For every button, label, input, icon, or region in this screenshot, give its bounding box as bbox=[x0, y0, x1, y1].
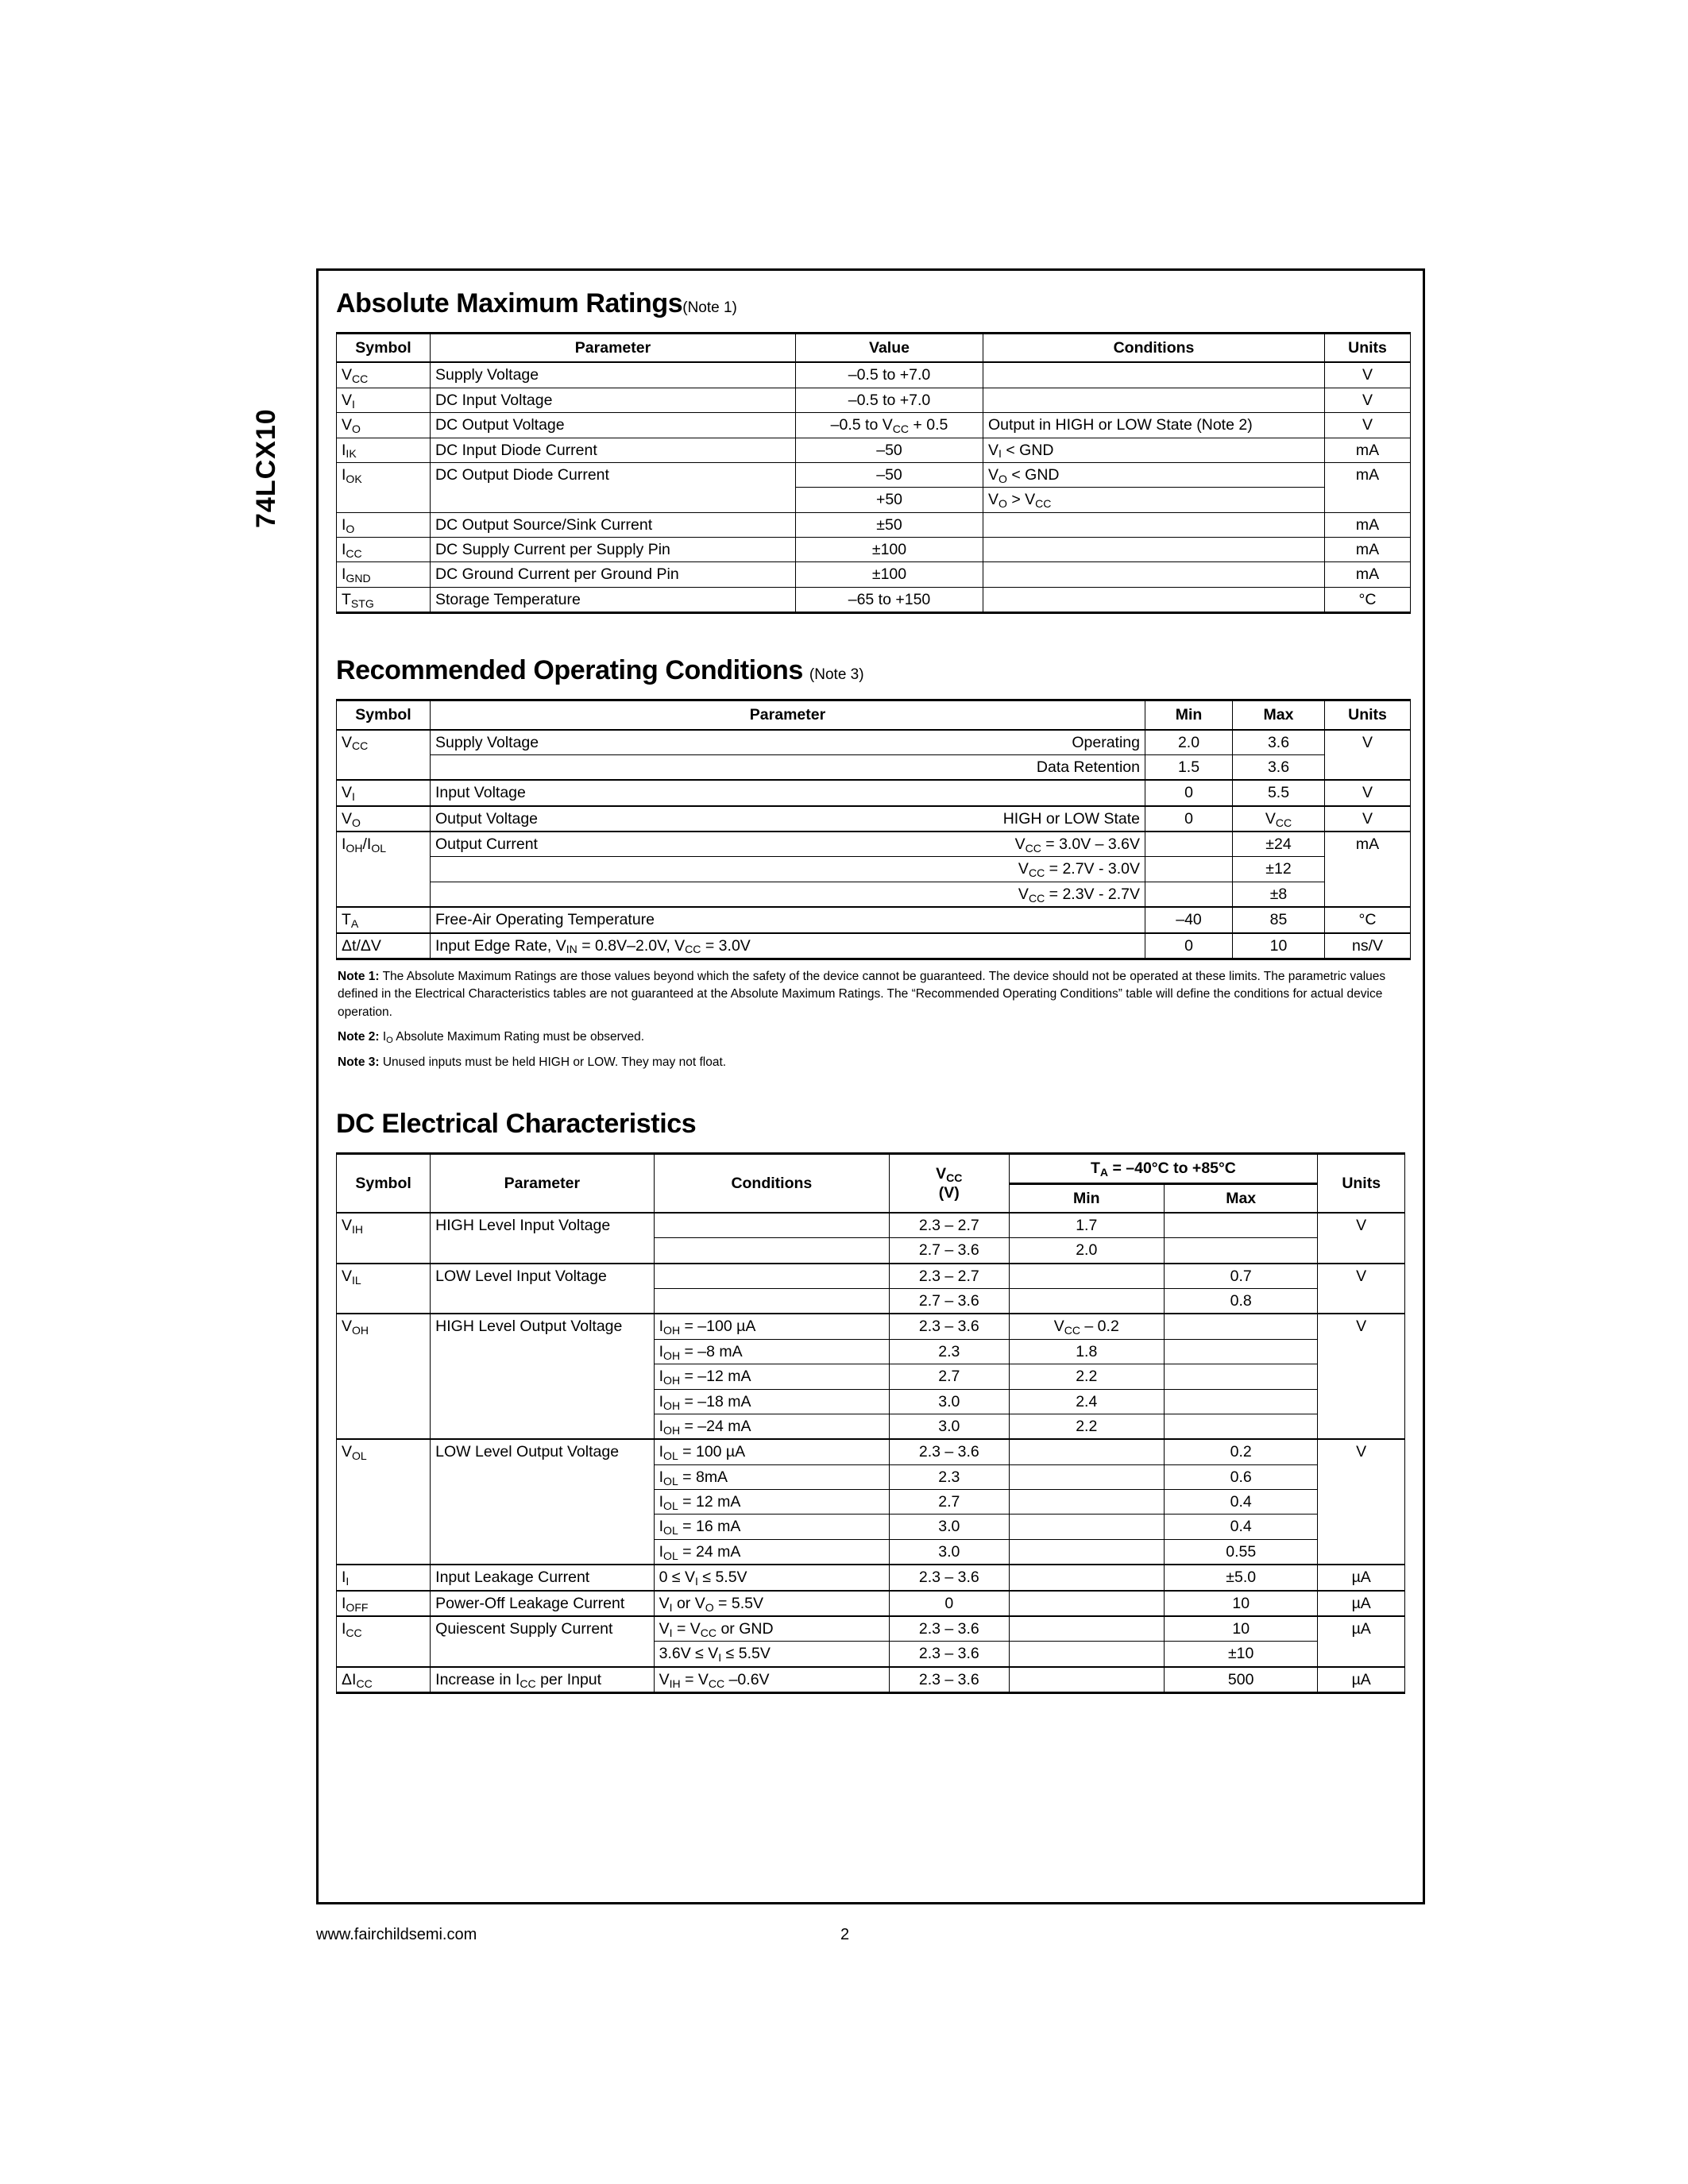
cell-conditions: $I_{OL} = 12$ mA bbox=[654, 1490, 890, 1515]
cell-units: °C bbox=[1325, 907, 1411, 932]
cell-value: ±50 bbox=[796, 512, 983, 537]
table-row bbox=[337, 562, 1411, 587]
cell-symbol: $I_{GND}$ bbox=[337, 562, 431, 587]
cell-vcc: 0 bbox=[890, 1591, 1009, 1616]
cell-min: 0 bbox=[1145, 780, 1233, 805]
cell-max bbox=[1165, 1389, 1318, 1414]
cell-value: ±100 bbox=[796, 562, 983, 587]
cell-min bbox=[1009, 1289, 1165, 1314]
cell-min: 2.2 bbox=[1009, 1364, 1165, 1389]
cell-max: 500 bbox=[1165, 1667, 1318, 1693]
footer-url: www.fairchildsemi.com bbox=[316, 1926, 477, 1943]
cell-value: –0.5 to +7.0 bbox=[796, 388, 983, 412]
cell-units: µA bbox=[1318, 1591, 1405, 1616]
cell-max: ±12 bbox=[1233, 857, 1325, 882]
cell-units: V bbox=[1318, 1314, 1405, 1439]
cell-parameter: LOW Level Input Voltage bbox=[431, 1264, 654, 1314]
cell-conditions: $I_{OL} = 8mA$ bbox=[654, 1464, 890, 1489]
cell-conditions: Output in HIGH or LOW State (Note 2) bbox=[983, 413, 1325, 438]
table-row bbox=[337, 1213, 1405, 1238]
vcc-label: $V_{CC}$ bbox=[936, 1164, 963, 1184]
cell-max: 0.6 bbox=[1165, 1464, 1318, 1489]
cell-symbol: $V_{OL}$ bbox=[337, 1439, 431, 1565]
cell-min: 2.4 bbox=[1009, 1389, 1165, 1414]
cell-units: µA bbox=[1318, 1667, 1405, 1693]
cell-max: 85 bbox=[1233, 907, 1325, 932]
cell-parameter: DC Output Source/Sink Current bbox=[431, 512, 796, 537]
cell-max: 3.6 bbox=[1233, 754, 1325, 780]
cell-parameter: DC Ground Current per Ground Pin bbox=[431, 562, 796, 587]
note-label: Note 3: bbox=[338, 1055, 380, 1069]
cell-vcc: 2.3 – 2.7 bbox=[890, 1213, 1009, 1238]
cell-min: –40 bbox=[1145, 907, 1233, 932]
cell-value: –50 bbox=[796, 462, 983, 487]
cell-vcc: 2.7 bbox=[890, 1364, 1009, 1389]
note-paragraph bbox=[338, 1028, 1404, 1046]
cell-min bbox=[1009, 1565, 1165, 1590]
cell-min bbox=[1009, 1667, 1165, 1693]
cell-symbol: $I_I$ bbox=[337, 1565, 431, 1590]
table-row bbox=[337, 1565, 1405, 1590]
content-frame bbox=[316, 268, 1425, 1904]
cell-symbol: $V_{CC}$ bbox=[337, 730, 431, 781]
table-row bbox=[337, 882, 1411, 907]
cell-value: –65 to +150 bbox=[796, 587, 983, 612]
cell-vcc: 2.3 – 2.7 bbox=[890, 1264, 1009, 1289]
cell-value: ±100 bbox=[796, 538, 983, 562]
table-row bbox=[337, 362, 1411, 388]
cell-units: V bbox=[1318, 1439, 1405, 1565]
cell-symbol: $I_{IK}$ bbox=[337, 438, 431, 462]
col-units: Units bbox=[1318, 1154, 1405, 1213]
col-conditions: Conditions bbox=[983, 334, 1325, 363]
cell-conditions: $I_{OH} = -100$ µA bbox=[654, 1314, 890, 1339]
cell-max: 0.4 bbox=[1165, 1490, 1318, 1515]
cell-parameter: DC Output Diode Current bbox=[431, 462, 796, 512]
cell-symbol: $I_O$ bbox=[337, 512, 431, 537]
note-text: $I_O$ Absolute Maximum Rating must be observed. bbox=[382, 1030, 645, 1046]
cell-symbol: $I_{OFF}$ bbox=[337, 1591, 431, 1616]
footer-page-number: 2 bbox=[840, 1926, 850, 1943]
cell-conditions: $V_I$ or $V_O = 5.5V$ bbox=[654, 1591, 890, 1616]
table-row bbox=[337, 754, 1411, 780]
col-vcc bbox=[890, 1154, 1009, 1213]
cell-min: 1.8 bbox=[1009, 1339, 1165, 1364]
cell-conditions: $I_{OH} = -8$ mA bbox=[654, 1339, 890, 1364]
notes-block bbox=[336, 960, 1405, 1083]
cell-conditions bbox=[983, 538, 1325, 562]
cell-units: mA bbox=[1325, 512, 1411, 537]
col-symbol: Symbol bbox=[337, 700, 431, 730]
cell-min bbox=[1145, 857, 1233, 882]
cell-vcc: 2.3 – 3.6 bbox=[890, 1439, 1009, 1464]
cell-value: +50 bbox=[796, 488, 983, 512]
table-row bbox=[337, 462, 1411, 487]
cell-max: 0.2 bbox=[1165, 1439, 1318, 1464]
cell-max: 5.5 bbox=[1233, 780, 1325, 805]
cell-parameter: LOW Level Output Voltage bbox=[431, 1439, 654, 1565]
cell-units: µA bbox=[1318, 1616, 1405, 1667]
cell-max: ±5.0 bbox=[1165, 1565, 1318, 1590]
cell-value: –50 bbox=[796, 438, 983, 462]
cell-parameter: Input Voltage bbox=[431, 780, 1145, 805]
roc-title-text: Recommended Operating Conditions bbox=[336, 655, 803, 686]
abs-max-section-title bbox=[336, 271, 1405, 332]
cell-max: 0.7 bbox=[1165, 1264, 1318, 1289]
table-row bbox=[337, 413, 1411, 438]
roc-section-title bbox=[336, 638, 1405, 699]
note-text: Unused inputs must be held HIGH or LOW. They may not float. bbox=[382, 1055, 727, 1069]
table-row bbox=[337, 438, 1411, 462]
cell-units: V bbox=[1325, 362, 1411, 388]
cell-vcc: 3.0 bbox=[890, 1539, 1009, 1565]
note-text: The Absolute Maximum Ratings are those values beyond which the safety of the device cannot be guaranteed. The device should not be operated at these limits. The parametric values defined in the Electrical Characteristics tables are not guaranteed at the Absolute Maximum Ratings. The “Recommended Operating Conditions” table will define the conditions for actual device operation. bbox=[338, 969, 1386, 1019]
cell-parameter: DC Supply Current per Supply Pin bbox=[431, 538, 796, 562]
cell-conditions bbox=[983, 362, 1325, 388]
cell-symbol: $V_{OH}$ bbox=[337, 1314, 431, 1439]
cell-units: V bbox=[1325, 730, 1411, 781]
cell-max: ±24 bbox=[1233, 832, 1325, 857]
recommended-operating-conditions-table bbox=[336, 699, 1411, 960]
cell-symbol: $V_I$ bbox=[337, 388, 431, 412]
cell-max: 10 bbox=[1165, 1591, 1318, 1616]
table-row bbox=[337, 933, 1411, 959]
cell-value: –0.5 to +7.0 bbox=[796, 362, 983, 388]
cell-min bbox=[1145, 832, 1233, 857]
dc-electrical-characteristics-table bbox=[336, 1152, 1405, 1694]
cell-value: –0.5 to $V_{CC} + 0.5$ bbox=[796, 413, 983, 438]
cell-vcc: 2.3 – 3.6 bbox=[890, 1642, 1009, 1667]
table-row bbox=[337, 780, 1411, 805]
cell-conditions: $I_{OL} = 16$ mA bbox=[654, 1515, 890, 1539]
cell-max: 0.4 bbox=[1165, 1515, 1318, 1539]
cell-parameter: Increase in $I_{CC}$ per Input bbox=[431, 1667, 654, 1693]
col-min: Min bbox=[1009, 1183, 1165, 1213]
cell-parameter: DC Output Voltage bbox=[431, 413, 796, 438]
cell-max: 10 bbox=[1165, 1616, 1318, 1642]
cell-units: °C bbox=[1325, 587, 1411, 612]
cell-conditions: $V_I = V_{CC}$ or GND bbox=[654, 1616, 890, 1642]
cell-conditions bbox=[983, 587, 1325, 612]
note-paragraph bbox=[338, 1054, 1404, 1071]
cell-max: ±8 bbox=[1233, 882, 1325, 907]
cell-parameter: Supply Voltage Operating bbox=[431, 730, 1145, 755]
cell-vcc: 2.3 – 3.6 bbox=[890, 1616, 1009, 1642]
table-row bbox=[337, 587, 1411, 612]
cell-symbol: $V_{CC}$ bbox=[337, 362, 431, 388]
cell-symbol: $V_{IH}$ bbox=[337, 1213, 431, 1264]
cell-min: 1.7 bbox=[1009, 1213, 1165, 1238]
cell-parameter: DC Input Diode Current bbox=[431, 438, 796, 462]
table-row bbox=[337, 538, 1411, 562]
cell-parameter: Supply Voltage bbox=[431, 362, 796, 388]
col-parameter: Parameter bbox=[431, 334, 796, 363]
cell-symbol: Δt/ΔV bbox=[337, 933, 431, 959]
cell-conditions bbox=[654, 1238, 890, 1264]
cell-min bbox=[1009, 1515, 1165, 1539]
note-paragraph bbox=[338, 968, 1404, 1021]
cell-min bbox=[1009, 1539, 1165, 1565]
cell-min: 2.0 bbox=[1145, 730, 1233, 755]
cell-parameter: HIGH Level Output Voltage bbox=[431, 1314, 654, 1439]
cell-units: V bbox=[1318, 1264, 1405, 1314]
col-symbol: Symbol bbox=[337, 1154, 431, 1213]
cell-symbol: $I_{OH}/I_{OL}$ bbox=[337, 832, 431, 907]
table-row bbox=[337, 388, 1411, 412]
cell-min: 0 bbox=[1145, 933, 1233, 959]
cell-conditions: $I_{OH} = -24$ mA bbox=[654, 1414, 890, 1439]
col-symbol: Symbol bbox=[337, 334, 431, 363]
table-row bbox=[337, 1439, 1405, 1464]
table-header-row-top bbox=[337, 1154, 1405, 1183]
cell-units: V bbox=[1318, 1213, 1405, 1264]
cell-units: mA bbox=[1325, 832, 1411, 907]
cell-min bbox=[1009, 1616, 1165, 1642]
table-header-row bbox=[337, 700, 1411, 730]
cell-vcc: 2.7 – 3.6 bbox=[890, 1238, 1009, 1264]
cell-min: 2.2 bbox=[1009, 1414, 1165, 1439]
cell-parameter: Free-Air Operating Temperature bbox=[431, 907, 1145, 932]
cell-vcc: 2.7 bbox=[890, 1490, 1009, 1515]
vcc-unit: (V) bbox=[938, 1184, 960, 1202]
cell-conditions: $I_{OL} = 24$ mA bbox=[654, 1539, 890, 1565]
cell-vcc: 2.7 – 3.6 bbox=[890, 1289, 1009, 1314]
cell-max bbox=[1165, 1314, 1318, 1339]
cell-units: µA bbox=[1318, 1565, 1405, 1590]
cell-units: V bbox=[1325, 780, 1411, 805]
cell-min: 2.0 bbox=[1009, 1238, 1165, 1264]
col-value: Value bbox=[796, 334, 983, 363]
cell-units: mA bbox=[1325, 438, 1411, 462]
cell-vcc: 2.3 bbox=[890, 1464, 1009, 1489]
cell-min bbox=[1009, 1264, 1165, 1289]
cell-parameter: Input Leakage Current bbox=[431, 1565, 654, 1590]
cell-units: mA bbox=[1325, 562, 1411, 587]
cell-min bbox=[1009, 1439, 1165, 1464]
cell-max: $V_{CC}$ bbox=[1233, 806, 1325, 832]
note-label: Note 2: bbox=[338, 1030, 380, 1044]
side-title-part-number: 74LCX10 bbox=[251, 408, 281, 528]
cell-conditions bbox=[983, 388, 1325, 412]
cell-parameter: Power-Off Leakage Current bbox=[431, 1591, 654, 1616]
cell-min: 1.5 bbox=[1145, 754, 1233, 780]
cell-conditions bbox=[654, 1264, 890, 1289]
cell-parameter: Storage Temperature bbox=[431, 587, 796, 612]
cell-conditions: $V_O$ < GND bbox=[983, 462, 1325, 487]
dc-elec-section-title: DC Electrical Characteristics bbox=[336, 1109, 697, 1140]
cell-max: ±10 bbox=[1165, 1642, 1318, 1667]
cell-conditions: $3.6V \le V_I \le 5.5V$ bbox=[654, 1642, 890, 1667]
absolute-maximum-ratings-table bbox=[336, 332, 1411, 614]
cell-parameter: DC Input Voltage bbox=[431, 388, 796, 412]
cell-conditions: $I_{OH} = -18$ mA bbox=[654, 1389, 890, 1414]
cell-qualifier: $V_{CC} = 2.7V - 3.0V$ bbox=[431, 857, 1145, 882]
col-max: Max bbox=[1165, 1183, 1318, 1213]
cell-conditions: $V_{IH} = V_{CC}$ –0.6V bbox=[654, 1667, 890, 1693]
cell-vcc: 2.3 bbox=[890, 1339, 1009, 1364]
cell-max: 0.8 bbox=[1165, 1289, 1318, 1314]
cell-units: ns/V bbox=[1325, 933, 1411, 959]
cell-symbol: $I_{CC}$ bbox=[337, 1616, 431, 1667]
col-max: Max bbox=[1233, 700, 1325, 730]
table-row bbox=[337, 1667, 1405, 1693]
cell-units: mA bbox=[1325, 538, 1411, 562]
cell-min bbox=[1009, 1591, 1165, 1616]
cell-conditions: $I_{OH} = -12$ mA bbox=[654, 1364, 890, 1389]
cell-max: 10 bbox=[1233, 933, 1325, 959]
cell-max bbox=[1165, 1238, 1318, 1264]
cell-symbol: $T_{STG}$ bbox=[337, 587, 431, 612]
col-units: Units bbox=[1325, 334, 1411, 363]
cell-conditions: $V_O > V_{CC}$ bbox=[983, 488, 1325, 512]
table-row bbox=[337, 907, 1411, 932]
cell-symbol: $V_O$ bbox=[337, 413, 431, 438]
col-min: Min bbox=[1145, 700, 1233, 730]
cell-symbol: $V_I$ bbox=[337, 780, 431, 805]
cell-parameter: Output Current $V_{CC} = 3.0V - 3.6V$ bbox=[431, 832, 1145, 857]
cell-symbol: $V_{IL}$ bbox=[337, 1264, 431, 1314]
cell-symbol: $V_O$ bbox=[337, 806, 431, 832]
col-units: Units bbox=[1325, 700, 1411, 730]
cell-max bbox=[1165, 1364, 1318, 1389]
cell-symbol: $T_A$ bbox=[337, 907, 431, 932]
abs-max-title-text: Absolute Maximum Ratings bbox=[336, 288, 683, 318]
cell-min bbox=[1009, 1490, 1165, 1515]
table-header-row bbox=[337, 334, 1411, 363]
table-row bbox=[337, 1314, 1405, 1339]
cell-min bbox=[1145, 882, 1233, 907]
cell-min bbox=[1009, 1464, 1165, 1489]
table-row bbox=[337, 1264, 1405, 1289]
cell-vcc: 3.0 bbox=[890, 1414, 1009, 1439]
cell-parameter: Output Voltage HIGH or LOW State bbox=[431, 806, 1145, 832]
cell-conditions: $I_{OL} = 100$ µA bbox=[654, 1439, 890, 1464]
cell-vcc: 3.0 bbox=[890, 1389, 1009, 1414]
roc-title-note: (Note 3) bbox=[809, 666, 864, 684]
cell-conditions bbox=[654, 1213, 890, 1238]
table-row bbox=[337, 857, 1411, 882]
cell-max: 0.55 bbox=[1165, 1539, 1318, 1565]
cell-min: 0 bbox=[1145, 806, 1233, 832]
cell-max: 3.6 bbox=[1233, 730, 1325, 755]
cell-max bbox=[1165, 1339, 1318, 1364]
col-temp-group: $T_A = -40^\circ C$ to +85°C bbox=[1009, 1154, 1318, 1183]
cell-parameter: Input Edge Rate, $V_{IN} = 0.8V-2.0V$, $V_{CC} = 3.0V$ bbox=[431, 933, 1145, 959]
cell-max bbox=[1165, 1414, 1318, 1439]
table-row bbox=[337, 1591, 1405, 1616]
col-conditions: Conditions bbox=[654, 1154, 890, 1213]
table-row bbox=[337, 1616, 1405, 1642]
table-row bbox=[337, 806, 1411, 832]
cell-min: $V_{CC} - 0.2$ bbox=[1009, 1314, 1165, 1339]
cell-conditions bbox=[983, 562, 1325, 587]
cell-conditions bbox=[983, 512, 1325, 537]
table-row bbox=[337, 832, 1411, 857]
cell-parameter: Quiescent Supply Current bbox=[431, 1616, 654, 1667]
cell-vcc: 2.3 – 3.6 bbox=[890, 1314, 1009, 1339]
cell-symbol: $I_{OK}$ bbox=[337, 462, 431, 512]
cell-max bbox=[1165, 1213, 1318, 1238]
cell-vcc: 2.3 – 3.6 bbox=[890, 1565, 1009, 1590]
note-label: Note 1: bbox=[338, 969, 380, 983]
cell-units: mA bbox=[1325, 462, 1411, 512]
cell-units: V bbox=[1325, 806, 1411, 832]
cell-vcc: 3.0 bbox=[890, 1515, 1009, 1539]
cell-symbol: $\Delta I_{CC}$ bbox=[337, 1667, 431, 1693]
cell-units: V bbox=[1325, 388, 1411, 412]
cell-parameter: HIGH Level Input Voltage bbox=[431, 1213, 654, 1264]
col-parameter: Parameter bbox=[431, 700, 1145, 730]
cell-qualifier: Data Retention bbox=[431, 754, 1145, 780]
abs-max-title-note: (Note 1) bbox=[682, 299, 737, 316]
cell-symbol: $I_{CC}$ bbox=[337, 538, 431, 562]
cell-min bbox=[1009, 1642, 1165, 1667]
cell-units: V bbox=[1325, 413, 1411, 438]
cell-qualifier: $V_{CC} = 2.3V - 2.7V$ bbox=[431, 882, 1145, 907]
cell-conditions bbox=[654, 1289, 890, 1314]
table-row bbox=[337, 730, 1411, 755]
col-parameter: Parameter bbox=[431, 1154, 654, 1213]
cell-vcc: 2.3 – 3.6 bbox=[890, 1667, 1009, 1693]
cell-conditions: $V_I$ < GND bbox=[983, 438, 1325, 462]
table-row bbox=[337, 512, 1411, 537]
cell-conditions: $0 \le V_I \le 5.5V$ bbox=[654, 1565, 890, 1590]
